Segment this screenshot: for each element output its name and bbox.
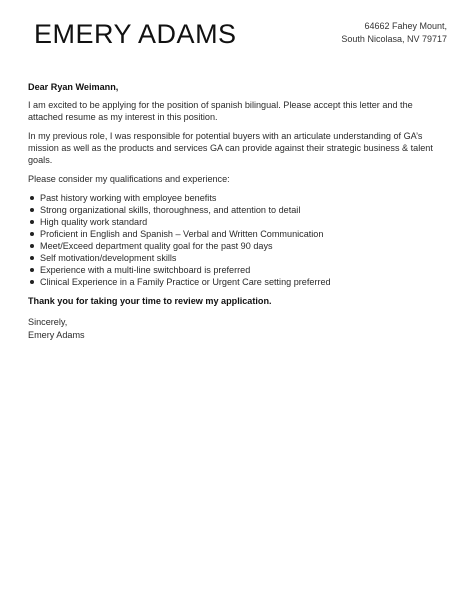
bullet-icon xyxy=(30,268,34,272)
qualifications-list xyxy=(28,192,448,288)
closing-line: Thank you for taking your time to review my application. xyxy=(28,296,272,306)
list-item xyxy=(40,204,448,216)
address-line-1: 64662 Fahey Mount, xyxy=(364,21,447,31)
bullet-icon xyxy=(30,232,34,236)
list-item xyxy=(40,192,448,204)
bullet-icon xyxy=(30,220,34,224)
list-item xyxy=(40,216,448,228)
greeting: Dear Ryan Weimann, xyxy=(28,82,119,92)
qualification-text: Meet/Exceed department quality goal for the past 90 days xyxy=(40,241,273,251)
signoff-block xyxy=(28,316,448,342)
list-item xyxy=(40,228,448,240)
letter-body xyxy=(28,81,448,342)
qualification-text: Clinical Experience in a Family Practice or Urgent Care setting preferred xyxy=(40,277,331,287)
list-item xyxy=(40,276,448,288)
list-item xyxy=(40,240,448,252)
signoff: Sincerely, xyxy=(28,317,68,327)
qualification-text: Experience with a multi-line switchboard is preferred xyxy=(40,265,251,275)
list-item xyxy=(40,264,448,276)
bullet-icon xyxy=(30,208,34,212)
qualification-text: High quality work standard xyxy=(40,217,148,227)
qualification-text: Past history working with employee benefits xyxy=(40,193,217,203)
bullet-icon xyxy=(30,280,34,284)
list-item xyxy=(40,252,448,264)
paragraph-intro: I am excited to be applying for the position of spanish bilingual. Please accept this letter and the attached resume as my interest in this position. xyxy=(28,100,413,122)
bullet-icon xyxy=(30,256,34,260)
signature-name: Emery Adams xyxy=(28,330,85,340)
bullet-icon xyxy=(30,244,34,248)
applicant-address xyxy=(341,20,447,46)
address-line-2: South Nicolasa, NV 79717 xyxy=(341,34,447,44)
qualification-text: Self motivation/development skills xyxy=(40,253,177,263)
qualification-text: Strong organizational skills, thoroughness, and attention to detail xyxy=(40,205,301,215)
paragraph-qualifications-intro: Please consider my qualifications and experience: xyxy=(28,174,230,184)
applicant-name: EMERY ADAMS xyxy=(34,19,237,49)
paragraph-previous-role: In my previous role, I was responsible for potential buyers with an articulate understanding of GA’s mission as well as the products and services GA can provide against their strategic business & talent goals. xyxy=(28,131,433,165)
qualification-text: Proficient in English and Spanish – Verbal and Written Communication xyxy=(40,229,324,239)
bullet-icon xyxy=(30,196,34,200)
